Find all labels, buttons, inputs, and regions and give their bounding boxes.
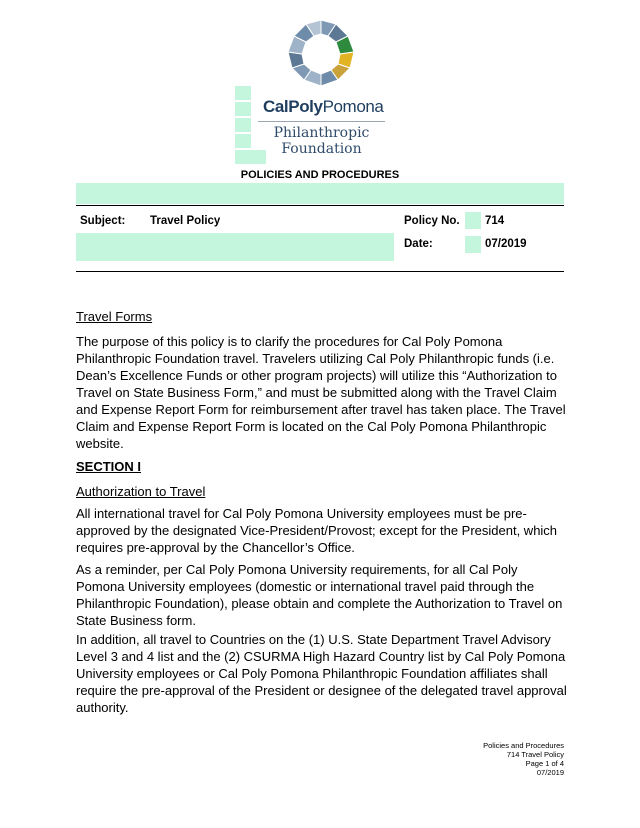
brand-divider (258, 121, 385, 122)
section-heading: SECTION I (76, 459, 142, 474)
travel-forms-paragraph: The purpose of this policy is to clarify the procedures for Cal Poly Pomona Philanthropic Foundation travel. Travelers utilizing Cal Poly Philanthropic funds (i.e. Dean’s Excellence Funds or other program projects) will utilize this “Authorization to Travel on State Business Form,” and must be submitted along with the Travel Claim and Expense Report Form for reimbursement after travel has taken place. The Travel Claim and Expense Report Form is located on the Cal Poly Pomona Philanthropic website. (76, 334, 566, 451)
authorization-paragraph-2: As a reminder, per Cal Poly Pomona University requirements, for all Cal Poly Pomona University employees (domestic or international travel paid through the Philanthropic Foundation), please obtain and complete the Authorization to Travel on State Business form. (76, 562, 563, 628)
highlight-block (76, 183, 564, 204)
travel-forms-heading: Travel Forms (76, 309, 153, 324)
highlight-block (235, 86, 251, 100)
authorization-paragraph-3: In addition, all travel to Countries on the (1) U.S. State Department Travel Advisory Level 3 and 4 list and the (2) CSURMA High Hazard Country list by Cal Poly Pomona University employees or Cal Poly Pomona Philanthropic Foundation affiliates shall require the pre-approval of the President or designee of the delegated travel approval authority. (76, 632, 567, 715)
footer-line-3: Page 1 of 4 (525, 759, 564, 768)
highlight-block (235, 134, 251, 148)
highlight-block (465, 212, 481, 229)
page-footer (483, 741, 564, 777)
header-top-rule (76, 205, 564, 206)
foundation-line-2: Foundation (281, 141, 362, 157)
foundation-name (258, 125, 385, 157)
subject-value: Travel Policy (150, 215, 221, 227)
header-bottom-rule (76, 271, 564, 272)
authorization-paragraph-1: All international travel for Cal Poly Pomona University employees must be pre-approved by the designated Vice-President/Provost; except for the President, which requires pre-approval by the Chancellor’s Office. (76, 506, 558, 555)
footer-line-2: 714 Travel Policy (506, 750, 564, 759)
policy-no-label: Policy No. (404, 215, 460, 227)
foundation-logo-icon (284, 18, 358, 90)
highlight-block (235, 102, 251, 116)
page-title: POLICIES AND PROCEDURES (240, 169, 400, 181)
highlight-block (465, 236, 481, 253)
date-label: Date: (404, 238, 433, 250)
authorization-heading: Authorization to Travel (76, 484, 206, 499)
policy-no-value: 714 (485, 215, 505, 227)
date-value: 07/2019 (485, 238, 527, 250)
highlight-block (76, 233, 394, 261)
footer-line-4: 07/2019 (536, 768, 564, 777)
brand-name: CalPolyPomona (263, 97, 384, 116)
subject-label: Subject: (80, 215, 126, 227)
footer-line-1: Policies and Procedures (483, 741, 564, 750)
foundation-line-1: Philanthropic (273, 125, 370, 141)
highlight-block (235, 118, 251, 132)
